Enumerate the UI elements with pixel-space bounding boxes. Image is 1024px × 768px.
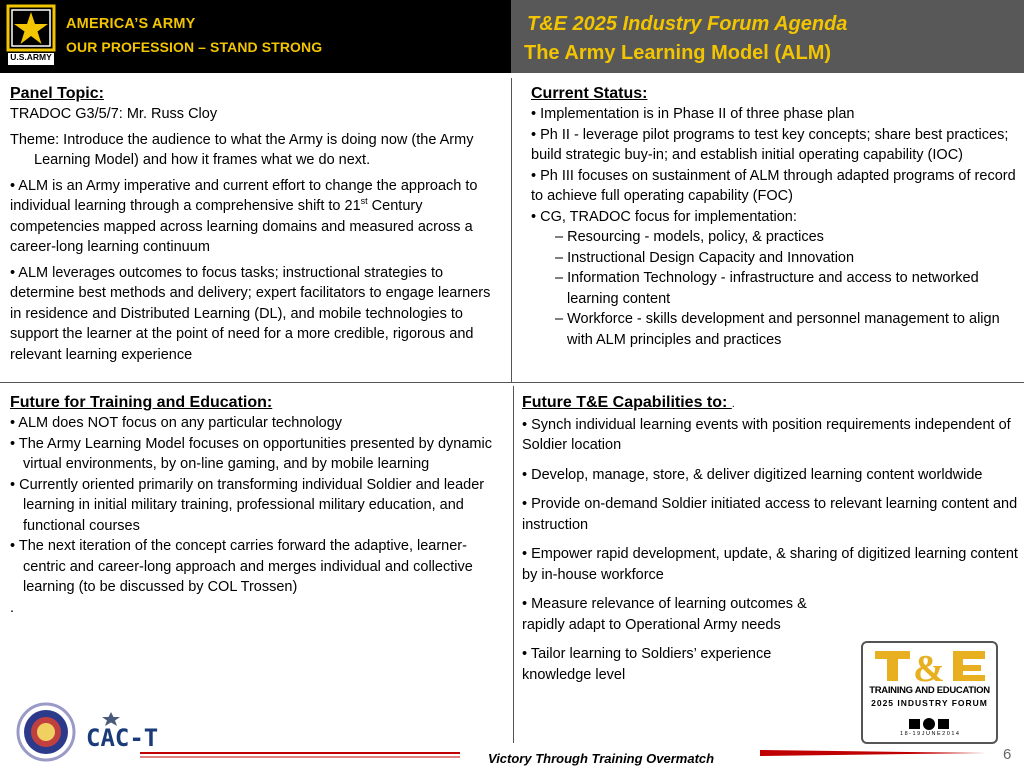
capability-item: • Provide on-demand Soldier initiated access to relevant learning content and instruction	[522, 496, 1018, 533]
cact-logo: CAC-T	[86, 724, 159, 752]
header-bar	[0, 0, 1024, 73]
capability-item: • Measure relevance of learning outcomes & rapidly adapt to Operational Army needs	[522, 596, 807, 633]
future-trailing: .	[10, 599, 15, 616]
current-status-panel	[531, 84, 1019, 350]
panel-topic	[10, 84, 504, 365]
agenda-title: T&E 2025 Industry Forum Agenda	[527, 13, 848, 35]
speaker-line: TRADOC G3/5/7: Mr. Russ Cloy	[10, 106, 218, 122]
status-subitem: – Workforce - skills development and personnel management to align with ALM principles and practices	[555, 311, 1000, 348]
status-subitem: – Information Technology - infrastructure and access to networked learning content	[555, 270, 979, 307]
future-item: • The next iteration of the concept carries forward the adaptive, learner-centric and career-long approach and merges individual and collective learning (to be discussed by COL Trossen)	[10, 538, 473, 595]
command-seal-icon	[16, 702, 76, 762]
capabilities-title: Future T&E Capabilities to: .	[522, 394, 735, 411]
army-title: AMERICA’S ARMY	[66, 16, 196, 32]
agenda-subtitle: The Army Learning Model (ALM)	[524, 42, 832, 64]
future-item: • The Army Learning Model focuses on opportunities presented by dynamic virtual environments, by on-line gaming, and by mobile learning	[10, 435, 492, 472]
theme-text: Theme: Introduce the audience to what the Army is doing now (the Army Learning Model) and how it frames what we do next.	[10, 131, 474, 168]
current-status-title: Current Status:	[531, 85, 648, 102]
capability-item: • Develop, manage, store, & deliver digitized learning content worldwide	[522, 466, 983, 483]
future-item: • Currently oriented primarily on transforming individual Soldier and leader learning in initial military training, professional military education, and functional courses	[10, 476, 485, 534]
divider-middle	[0, 382, 1024, 383]
army-subtitle: OUR PROFESSION – STAND STRONG	[66, 39, 323, 55]
footer-motto: Victory Through Training Overmatch	[488, 751, 715, 766]
status-item: • Implementation is in Phase II of three phase plan	[531, 106, 855, 122]
logo-text: U.S.ARMY	[10, 52, 52, 62]
status-subitem: – Instructional Design Capacity and Innovation	[555, 249, 855, 266]
alm-bullet-2: • ALM leverages outcomes to focus tasks; instructional strategies to determine best methods and delivery; expert facilitators to engage learners in residence and Distributed Learning (DL), and mobile technologies to support the learner at the point of need for a more credible, rigorous and relevant learning experience	[10, 264, 491, 363]
panel-topic-title: Panel Topic:	[10, 85, 104, 102]
page-number: 6	[1003, 746, 1012, 763]
tae-dates: 1 8 - 1 9 J U N E 2 0 1 4	[899, 731, 959, 737]
status-subitem: – Resourcing - models, policy, & practices	[555, 229, 824, 245]
status-item: • CG, TRADOC focus for implementation:	[531, 208, 797, 225]
tae-line2: 2025 INDUSTRY FORUM	[871, 698, 988, 708]
capability-item: • Tailor learning to Soldiers’ experience knowledge level	[522, 646, 772, 683]
status-item: • Ph III focuses on sustainment of ALM through adapted programs of record to achieve full operating capability (FOC)	[531, 167, 1016, 204]
future-item: • ALM does NOT focus on any particular technology	[10, 415, 343, 431]
svg-text:&: &	[913, 648, 945, 690]
divider-bottom	[513, 386, 514, 743]
capability-item: • Synch individual learning events with position requirements independent of Soldier location	[522, 416, 1011, 453]
footer-red-line-right	[760, 749, 990, 759]
footer-red-line-left	[140, 750, 460, 760]
status-item: • Ph II - leverage pilot programs to test key concepts; share best practices; build strategic buy-in; and establish initial operating capability (IOC)	[531, 126, 1009, 163]
tae-forum-logo	[861, 641, 998, 744]
alm-bullet-1: • ALM is an Army imperative and current effort to change the approach to individual learning through a comprehensive shift to 21st Century competencies mapped across learning domains and measured across a career-long learning continuum	[10, 177, 478, 255]
capability-item: • Empower rapid development, update, & sharing of digitized learning content by in-house workforce	[522, 546, 1018, 583]
future-te-title: Future for Training and Education:	[10, 394, 273, 411]
future-te-panel	[10, 393, 506, 618]
tae-line1: TRAINING AND EDUCATION	[869, 685, 990, 696]
divider-top	[511, 78, 512, 382]
